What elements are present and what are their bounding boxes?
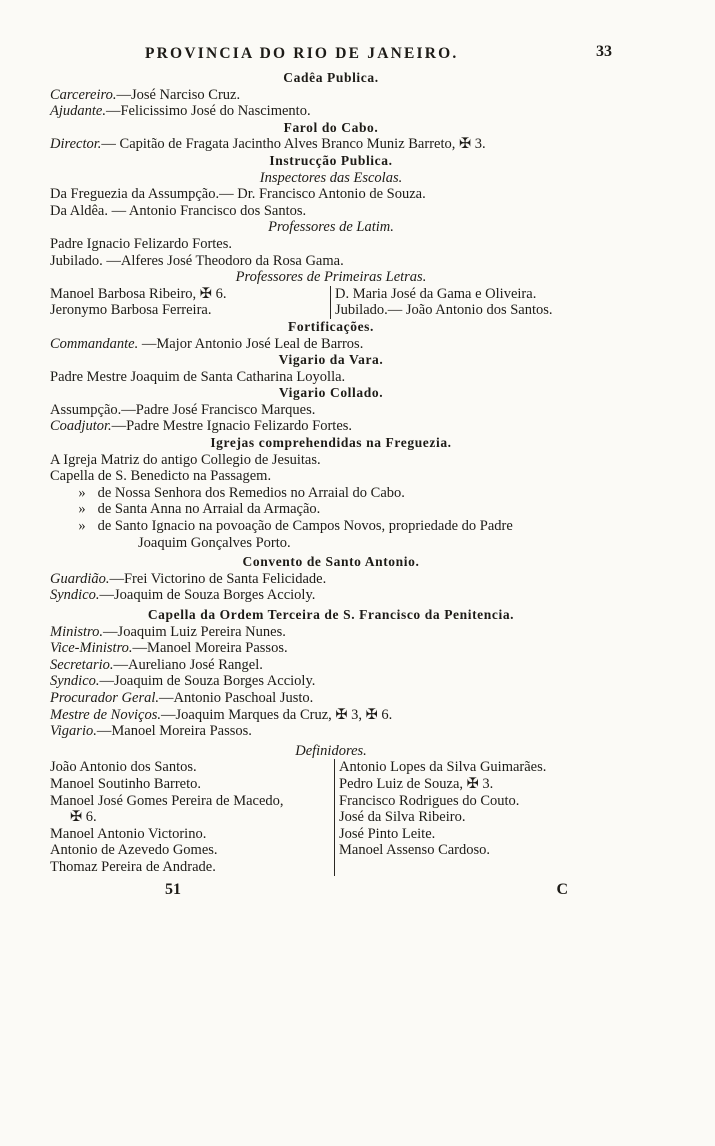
entry-line: Jubilado. —Alferes José Theodoro da Rosa Gama. <box>50 252 344 269</box>
entry-line: A Igreja Matriz do antigo Collegio de Jesuitas. <box>50 451 321 468</box>
entry-line: Syndico.—Joaquim de Souza Borges Accioly. <box>50 673 316 690</box>
entry-line: Thomaz Pereira de Andrade. <box>50 858 216 875</box>
two-column-list <box>50 286 612 319</box>
section-heading-vigario-vara: Vigario da Vara. <box>278 352 384 368</box>
entry-line: Syndico.—Joaquim de Souza Borges Accioly. <box>50 587 316 604</box>
entry-line: Ministro.—Joaquim Luiz Pereira Nunes. <box>50 623 286 640</box>
entry-line: Mestre de Noviços.—Joaquim Marques da Cruz, ✠ 3, ✠ 6. <box>50 706 393 723</box>
entry-line: Coadjutor.—Padre Mestre Ignacio Felizardo Fortes. <box>50 418 353 435</box>
entry-line: Vice-Ministro.—Manoel Moreira Passos. <box>50 640 288 657</box>
entry-line: João Antonio dos Santos. <box>50 759 197 776</box>
signature-letter: C <box>556 880 568 898</box>
subheading-inspectores: Inspectores das Escolas. <box>259 169 403 186</box>
entry-line: Director.— Capitão de Fragata Jacintho Alves Branco Muniz Barreto, ✠ 3. <box>50 136 486 153</box>
section-heading-convento: Convento de Santo Antonio. <box>242 554 420 570</box>
entry-line: ✠ 6. <box>70 809 97 826</box>
entry-line: Antonio Lopes da Silva Guimarães. <box>339 759 547 776</box>
entry-line: » de Nossa Senhora dos Remedios no Arraial do Cabo. <box>78 484 405 501</box>
page-number: 33 <box>596 43 612 60</box>
entry-line: » de Santa Anna no Arraial da Armação. <box>78 501 321 518</box>
subheading-primeiras-letras: Professores de Primeiras Letras. <box>235 269 427 286</box>
entry-line: Vigario.—Manoel Moreira Passos. <box>50 723 252 740</box>
entry-line: Assumpção.—Padre José Francisco Marques. <box>50 401 316 418</box>
section-heading-farol: Farol do Cabo. <box>283 119 379 135</box>
page-footer <box>50 880 612 904</box>
entry-line: Da Aldêa. — Antonio Francisco dos Santos. <box>50 202 307 219</box>
entry-line: Manoel Barbosa Ribeiro, ✠ 6. <box>50 285 227 302</box>
entry-line: Carcereiro.—José Narciso Cruz. <box>50 86 241 103</box>
section-heading-instrucao: Instrucção Publica. <box>269 152 393 168</box>
entry-line: Da Freguezia da Assumpção.— Dr. Francisco Antonio de Souza. <box>50 186 426 203</box>
running-title: PROVINCIA DO RIO DE JANEIRO. <box>145 45 459 62</box>
entry-line: Capella de S. Benedicto na Passagem. <box>50 468 272 485</box>
section-heading-fortificacoes: Fortificações. <box>288 318 374 334</box>
section-heading-cadea: Cadêa Publica. <box>283 70 379 85</box>
page-header <box>50 44 612 70</box>
entry-line: Manoel Antonio Victorino. <box>50 825 207 842</box>
entry-line: Ajudante.—Felicissimo José do Nascimento. <box>50 103 311 120</box>
subheading-latim: Professores de Latim. <box>268 219 394 236</box>
entry-line: » de Santo Ignacio na povoação de Campos Novos, propriedade do Padre <box>78 518 513 535</box>
entry-line: Manoel José Gomes Pereira de Macedo, <box>50 792 284 809</box>
entry-line: Procurador Geral.—Antonio Paschoal Justo. <box>50 689 314 706</box>
entry-line: Joaquim Gonçalves Porto. <box>138 534 291 551</box>
entry-line: Francisco Rodrigues do Couto. <box>339 792 520 809</box>
entry-line: Padre Mestre Joaquim de Santa Catharina Loyolla. <box>50 368 346 385</box>
entry-line: Jubilado.— João Antonio dos Santos. <box>335 302 553 319</box>
entry-line: Padre Ignacio Felizardo Fortes. <box>50 235 233 252</box>
section-heading-vigario-collado: Vigario Collado. <box>278 385 384 401</box>
entry-line: Commandante. —Major Antonio José Leal de Barros. <box>50 335 364 352</box>
entry-line: Manoel Assenso Cardoso. <box>339 842 491 859</box>
entry-line: Pedro Luiz de Souza, ✠ 3. <box>339 775 494 792</box>
signature-mark: 51 <box>165 880 181 898</box>
two-column-list <box>50 759 612 875</box>
subheading-definidores: Definidores. <box>295 742 367 759</box>
entry-line: José Pinto Leite. <box>339 825 436 842</box>
section-heading-igrejas: Igrejas comprehendidas na Freguezia. <box>210 435 452 451</box>
section-heading-capella: Capella da Ordem Terceira de S. Francisco da Penitencia. <box>147 607 515 622</box>
entry-line: José da Silva Ribeiro. <box>339 809 466 826</box>
entry-line: Guardião.—Frei Victorino de Santa Felicidade. <box>50 570 327 587</box>
document-page <box>50 44 612 904</box>
entry-line: Secretario.—Aureliano José Rangel. <box>50 656 263 673</box>
entry-line: Manoel Soutinho Barreto. <box>50 775 202 792</box>
entry-line: Jeronymo Barbosa Ferreira. <box>50 302 212 319</box>
entry-line: D. Maria José da Gama e Oliveira. <box>335 285 537 302</box>
entry-line: Antonio de Azevedo Gomes. <box>50 842 218 859</box>
